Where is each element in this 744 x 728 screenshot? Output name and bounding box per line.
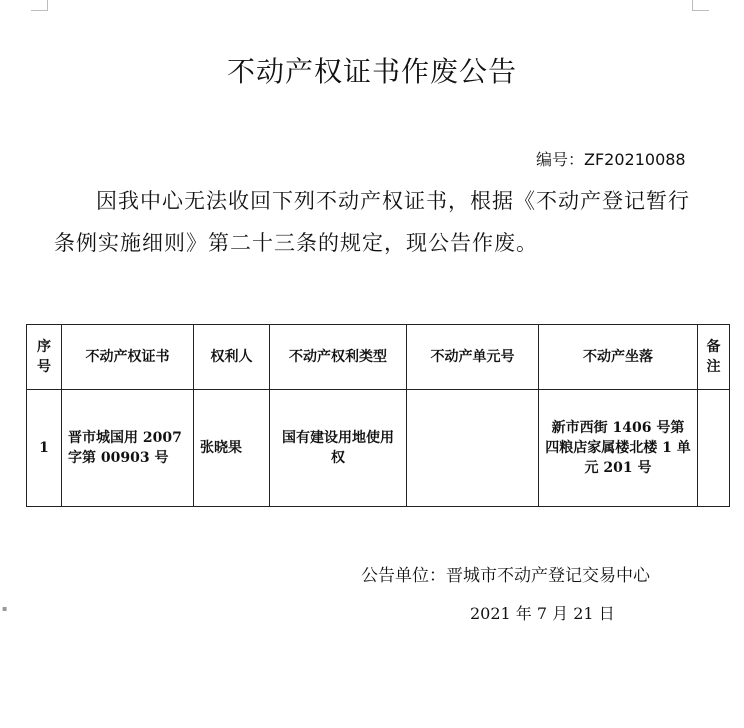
- margin-mark: ▪: [2, 604, 8, 613]
- document-title: 不动产权证书作废公告: [226, 55, 517, 88]
- cell-right-type: 国有建设用地使用权: [270, 390, 407, 507]
- page-corner-mark-left: [31, 0, 48, 11]
- cell-unit-number: [407, 390, 539, 507]
- notice-body: 因我中心无法收回下列不动产权证书，根据《不动产登记暂行条例实施细则》第二十三条的规定，现公告作废。: [54, 189, 690, 255]
- header-remarks: 备注: [698, 325, 730, 390]
- header-right-type: 不动产权利类型: [270, 325, 407, 390]
- header-seq: 序号: [27, 325, 62, 390]
- cell-certificate: 晋市城国用 2007 字第 00903 号: [62, 390, 194, 507]
- table-header-row: [27, 325, 730, 390]
- table-row: [27, 390, 730, 507]
- issue-date: 2021 年 7 月 21 日: [470, 604, 615, 623]
- cell-remarks: [698, 390, 730, 507]
- header-certificate: 不动产权证书: [62, 325, 194, 390]
- voided-certificates-table: [26, 324, 730, 507]
- header-location: 不动产坐落: [539, 325, 698, 390]
- header-holder: 权利人: [194, 325, 270, 390]
- issuing-organization: 公告单位：晋城市不动产登记交易中心: [361, 566, 650, 586]
- cell-location: 新市西街 1406 号第四粮店家属楼北楼 1 单元 201 号: [539, 390, 698, 507]
- page-corner-mark-right: [692, 0, 709, 11]
- cell-seq: 1: [27, 390, 62, 507]
- document-number: 编号：ZF20210088: [536, 150, 686, 169]
- header-unit-number: 不动产单元号: [407, 325, 539, 390]
- cell-holder: 张晓果: [194, 390, 270, 507]
